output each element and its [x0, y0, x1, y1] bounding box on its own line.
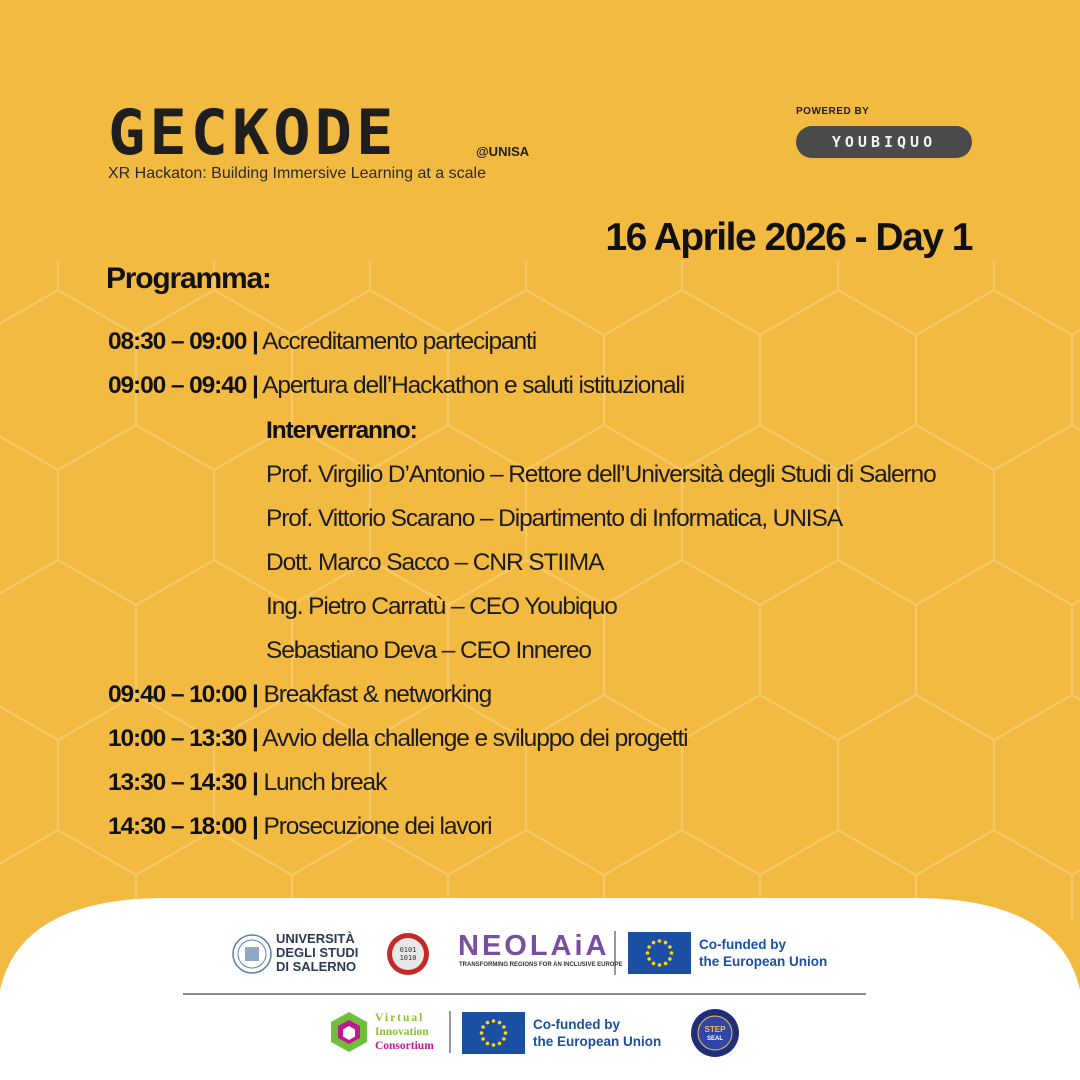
speaker-item: Sebastiano Deva – CEO Innereo: [266, 637, 591, 664]
unisa-line: DEGLI STUDI: [276, 945, 359, 960]
eu-star: [647, 957, 651, 961]
eu-star: [486, 1042, 490, 1046]
schedule-text: Lunch break: [263, 769, 387, 796]
geckode-logo: GECKODE: [108, 96, 398, 169]
schedule-text: Apertura dell’Hackathon e saluti istituzionali: [262, 372, 685, 399]
vic-hexagon-icon: [329, 1010, 369, 1054]
schedule-text: Accreditamento partecipanti: [262, 328, 537, 355]
schedule-separator: |: [251, 725, 258, 752]
eu-star: [502, 1025, 506, 1029]
speaker-item: Ing. Pietro Carratù – CEO Youbiquo: [266, 593, 617, 620]
svg-text:1010: 1010: [399, 954, 417, 962]
eu-star: [647, 945, 651, 949]
eu-star: [658, 963, 662, 967]
eu-star: [652, 962, 656, 966]
neolaia-tagline: TRANSFORMING REGIONS FOR AN INCLUSIVE EUROPE: [459, 962, 623, 968]
schedule-time: 13:30 – 14:30: [108, 769, 247, 796]
eu-star: [492, 1043, 496, 1047]
speakers-title: Interverranno:: [266, 417, 417, 444]
neolaia-logo: NEOLAiA: [458, 930, 610, 962]
eu-star: [652, 941, 656, 945]
speaker-item: Prof. Vittorio Scarano – Dipartimento di Informatica, UNISA: [266, 505, 843, 532]
schedule-separator: |: [251, 372, 258, 399]
vic-line: Innovation: [375, 1026, 429, 1038]
svg-text:STEP: STEP: [704, 1025, 726, 1034]
unisa-seal-icon: [232, 934, 272, 974]
schedule-separator: |: [251, 328, 258, 355]
eu-cofunded-label: [533, 1016, 661, 1050]
schedule-separator: |: [251, 769, 258, 796]
eu-cofunded-label: [699, 936, 827, 970]
event-subtitle: XR Hackaton: Building Immersive Learning at a scale: [108, 165, 486, 182]
eu-star: [646, 951, 650, 955]
vic-logo-text: [375, 1011, 434, 1053]
eu-star: [664, 962, 668, 966]
schedule-time: 10:00 – 13:30: [108, 725, 247, 752]
eu-star: [670, 951, 674, 955]
logo-suffix: @UNISA: [476, 144, 530, 159]
eu-star: [498, 1042, 502, 1046]
eu-label-line: the European Union: [533, 1034, 662, 1049]
youbiquo-logo: YOUBIQUO: [796, 126, 972, 158]
eu-label-line: Co-funded by: [699, 937, 786, 952]
event-date: 16 Aprile 2026 - Day 1: [605, 216, 972, 259]
eu-star: [658, 939, 662, 943]
eu-star: [668, 957, 672, 961]
schedule-separator: |: [251, 813, 258, 840]
schedule-time: 14:30 – 18:00: [108, 813, 247, 840]
eu-star: [664, 941, 668, 945]
eu-label-line: the European Union: [699, 954, 828, 969]
schedule-text: Avvio della challenge e sviluppo dei progetti: [262, 725, 688, 752]
eu-star: [481, 1037, 485, 1041]
eu-star: [504, 1031, 508, 1035]
eu-flag-icon: [462, 1012, 525, 1054]
step-seal-icon: [690, 1008, 740, 1058]
eu-star: [502, 1037, 506, 1041]
eu-star: [486, 1021, 490, 1025]
eu-star: [498, 1021, 502, 1025]
eu-flag-icon: [628, 932, 691, 974]
vic-line: Consortium: [375, 1040, 434, 1052]
eu-label-line: Co-funded by: [533, 1017, 620, 1032]
binary-badge-icon: [386, 932, 430, 976]
schedule-time: 08:30 – 09:00: [108, 328, 247, 355]
eu-star: [481, 1025, 485, 1029]
vic-line: Virtual: [375, 1012, 425, 1024]
eu-star: [492, 1019, 496, 1023]
schedule-text: Breakfast & networking: [263, 681, 492, 708]
schedule-time: 09:00 – 09:40: [108, 372, 247, 399]
svg-text:SEAL: SEAL: [706, 1036, 724, 1042]
powered-by-label: POWERED BY: [796, 106, 870, 117]
eu-star: [668, 945, 672, 949]
unisa-line: DI SALERNO: [276, 959, 357, 974]
svg-text:0101: 0101: [399, 946, 417, 954]
schedule-separator: |: [251, 681, 258, 708]
speaker-item: Dott. Marco Sacco – CNR STIIMA: [266, 549, 604, 576]
schedule-time: 09:40 – 10:00: [108, 681, 247, 708]
schedule-text: Prosecuzione dei lavori: [263, 813, 492, 840]
unisa-logo-text: [276, 932, 358, 974]
speaker-item: Prof. Virgilio D’Antonio – Rettore dell’Università degli Studi di Salerno: [266, 461, 936, 488]
eu-star: [480, 1031, 484, 1035]
program-title: Programma:: [106, 262, 271, 295]
unisa-line: UNIVERSITÀ: [276, 931, 355, 946]
